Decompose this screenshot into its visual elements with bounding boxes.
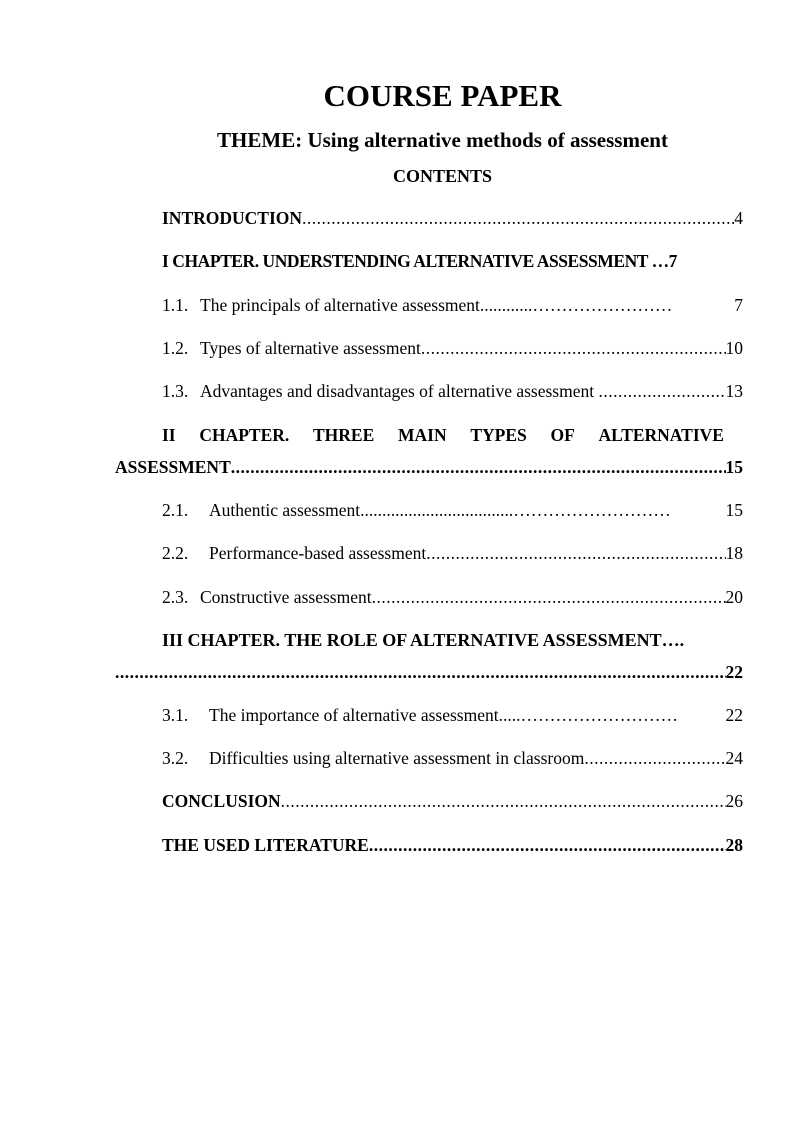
document-theme: THEME: Using alternative methods of assessment bbox=[217, 128, 668, 152]
toc-page-number: 22 bbox=[725, 705, 743, 725]
toc-entry-1-1[interactable] bbox=[162, 294, 743, 316]
toc-entry-3-1[interactable] bbox=[162, 704, 743, 726]
toc-leader-dots bbox=[115, 661, 726, 683]
toc-leader-dots bbox=[281, 790, 726, 812]
contents-heading: CONTENTS bbox=[392, 166, 493, 186]
toc-entry-chapter-1[interactable] bbox=[162, 250, 743, 272]
toc-leader-dots bbox=[598, 380, 725, 402]
toc-entry-chapter-3-line2[interactable] bbox=[115, 661, 743, 683]
toc-label: Constructive assessment bbox=[200, 587, 372, 607]
toc-label: III CHAPTER. THE ROLE OF ALTERNATIVE ASSESSMENT…. bbox=[162, 630, 685, 650]
toc-leader-dots bbox=[426, 542, 725, 564]
toc-leader-dots bbox=[369, 834, 726, 856]
toc-page-number: 15 bbox=[725, 457, 743, 477]
toc-entry-2-2[interactable] bbox=[162, 542, 743, 564]
toc-leader-dots bbox=[421, 337, 726, 359]
toc-entry-1-2[interactable] bbox=[162, 337, 743, 359]
toc-label: Performance-based assessment bbox=[209, 543, 427, 563]
toc-label: THE USED LITERATURE bbox=[162, 835, 369, 855]
toc-page-number: 28 bbox=[725, 835, 743, 855]
toc-label: ASSESSMENT bbox=[115, 457, 231, 477]
toc-label: The importance of alternative assessment.....……………………… bbox=[209, 705, 678, 725]
toc-section-number: 1.2. bbox=[162, 338, 189, 358]
toc-label: CONCLUSION bbox=[162, 791, 281, 811]
toc-section-number: 3.2. bbox=[162, 748, 189, 768]
toc-leader-dots bbox=[584, 747, 725, 769]
toc-page-number: 13 bbox=[725, 381, 743, 401]
toc-label: Types of alternative assessment bbox=[200, 338, 421, 358]
toc-entry-conclusion[interactable] bbox=[162, 790, 743, 812]
toc-entry-3-2[interactable] bbox=[162, 747, 743, 769]
toc-label: INTRODUCTION bbox=[162, 208, 303, 228]
toc-entry-chapter-2-line2[interactable] bbox=[115, 456, 743, 478]
toc-entry-1-3[interactable] bbox=[162, 380, 743, 402]
toc-page-number: 15 bbox=[725, 500, 743, 520]
toc-leader-dots bbox=[231, 456, 726, 478]
toc-page-number: 10 bbox=[725, 338, 743, 358]
toc-entry-2-3[interactable] bbox=[162, 586, 743, 608]
toc-entry-chapter-3-line1[interactable] bbox=[162, 629, 743, 651]
toc-section-number: 2.1. bbox=[162, 500, 189, 520]
toc-label: Authentic assessment...................................……………………… bbox=[209, 500, 671, 520]
toc-page-number: 4 bbox=[734, 208, 743, 228]
toc-word: THREE bbox=[313, 425, 375, 445]
toc-word: OF bbox=[550, 425, 575, 445]
toc-page-number: 26 bbox=[725, 791, 743, 811]
toc-page-number: 24 bbox=[725, 748, 743, 768]
toc-page-number: 7 bbox=[734, 295, 743, 315]
toc-word: II bbox=[162, 425, 176, 445]
toc-label: Difficulties using alternative assessment in classroom bbox=[209, 748, 585, 768]
toc-entry-introduction[interactable] bbox=[162, 207, 743, 229]
toc-word: MAIN bbox=[398, 425, 447, 445]
toc-section-number: 2.3. bbox=[162, 587, 189, 607]
toc-word: TYPES bbox=[470, 425, 527, 445]
toc-entry-chapter-2-line1[interactable] bbox=[162, 424, 724, 446]
toc-label: The principals of alternative assessment............…………………… bbox=[200, 295, 673, 315]
toc-leader-dots bbox=[302, 207, 734, 229]
toc-entry-2-1[interactable] bbox=[162, 499, 743, 521]
toc-page-number: 22 bbox=[725, 662, 743, 682]
toc-section-number: 1.3. bbox=[162, 381, 189, 401]
toc-section-number: 1.1. bbox=[162, 295, 189, 315]
toc-section-number: 3.1. bbox=[162, 705, 189, 725]
toc-page-number: 20 bbox=[725, 587, 743, 607]
toc-page-number: 18 bbox=[725, 543, 743, 563]
toc-word: ALTERNATIVE bbox=[598, 425, 724, 445]
toc-section-number: 2.2. bbox=[162, 543, 189, 563]
toc-label: Advantages and disadvantages of alternative assessment bbox=[200, 381, 599, 401]
toc-word: CHAPTER. bbox=[199, 425, 290, 445]
document-title: COURSE PAPER bbox=[323, 78, 562, 113]
toc-leader-dots bbox=[372, 586, 726, 608]
toc-entry-literature[interactable] bbox=[162, 834, 743, 856]
toc-label: I CHAPTER. UNDERSTENDING ALTERNATIVE ASSESSMENT …7 bbox=[162, 251, 677, 271]
